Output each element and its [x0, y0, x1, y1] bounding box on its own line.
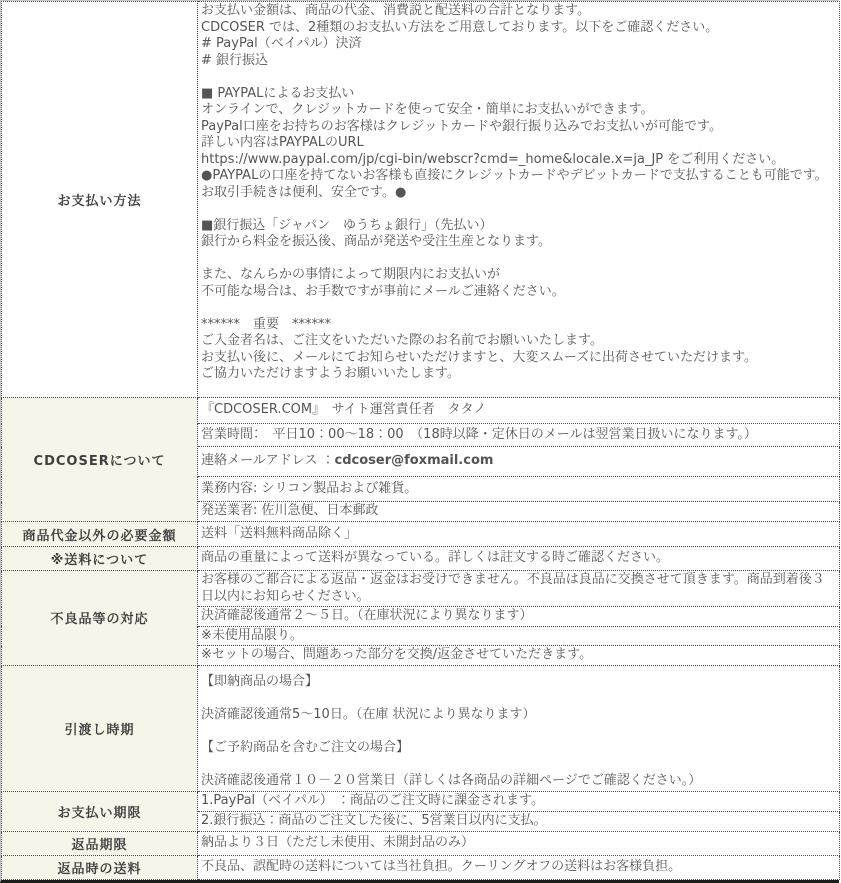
table-row-return-deadline — [2, 831, 840, 855]
table-row-delivery-time — [2, 665, 840, 791]
row-header-delivery-time: 引渡し時期 — [2, 665, 198, 791]
text-line: ご入金者名は、ご注文をいただいた際のお名前でお願いいたします。 — [201, 333, 603, 348]
row-header-extra-charges: 商品代金以外の必要金額 — [2, 522, 198, 547]
text-line: オンラインで、クレジットカードを使って安全・簡単にお支払いができます。 — [201, 102, 654, 117]
text-line — [201, 300, 836, 317]
text-line: ****** 重要 ****** — [201, 316, 332, 332]
table-row-return-shipping — [2, 855, 840, 879]
text-line: 発送業者: 佐川急便、日本郵政 — [201, 503, 379, 519]
text-line — [201, 251, 836, 268]
cell-defective-items-1 — [198, 607, 840, 627]
text-line: ■銀行振込「ジャパン ゆうちょ銀行」（先払い） — [201, 217, 493, 233]
table-row-payment-method — [2, 2, 840, 398]
text-line — [201, 723, 836, 740]
cell-return-deadline-0 — [198, 831, 840, 855]
cell-defective-items-0 — [198, 571, 840, 607]
text-line: https://www.paypal.com/jp/cgi-bin/webscr?cmd=_home&locale.x=ja_JP をご利用ください。 — [201, 151, 785, 167]
text-line: お支払い金額は、商品の代金、消費説と配送料の合計となります。 — [201, 3, 590, 18]
text-line: 決済確認後通常２～５日。（在庫状況により異なります） — [201, 608, 533, 623]
text-line: 納品より３日（ただし未使用、未開封品のみ） — [201, 834, 475, 850]
cell-payment-method-0 — [198, 2, 840, 398]
text-line: 商品の重量によって送料が異なっている。詳しくは註文する時ご確認ください。 — [201, 550, 670, 566]
text-line: ●PAYPALの口座を持てないお客様も直接にクレジットカードやデビットカードで支払することも可能です。 — [201, 168, 828, 183]
text-line: 不良品、誤配時の送料については当社負担。クーリングオフの送料はお客様負担。 — [201, 858, 682, 874]
cell-about-cdcoser-1 — [198, 424, 840, 447]
text-line: 1.PayPal（ベイパル） ：商品のご注文時に課金されます。 — [201, 792, 544, 808]
text-line — [201, 453, 836, 470]
table-row-about-shipping — [2, 547, 840, 571]
cell-extra-charges-0 — [198, 522, 840, 547]
text-line: 『CDCOSER.COM』 サイト運営責任者 タタノ — [201, 402, 487, 418]
cell-about-cdcoser-4 — [198, 502, 840, 522]
cell-defective-items-3 — [198, 646, 840, 666]
text-line: ■ PAYPALによるお支払い — [201, 85, 355, 101]
row-header-about-cdcoser: CDCOSERについて — [2, 398, 198, 522]
row-header-about-shipping: ※送料について — [2, 547, 198, 571]
cell-defective-items-2 — [198, 626, 840, 646]
text-line: ※セットの場合、問題あった部分を交換/返金させていただきます。 — [201, 647, 593, 662]
text-line: 営業時間： 平日10：00～18：00 （18時以降・定休日のメールは翌営業日扱いになります。） — [201, 426, 757, 442]
cell-payment-deadline-1 — [198, 811, 840, 831]
row-header-return-deadline: 返品期限 — [2, 831, 198, 855]
cell-return-shipping-0 — [198, 855, 840, 879]
text-line: 業務内容: シリコン製品および雑貨。 — [201, 480, 418, 496]
row-header-return-shipping: 返品時の送料 — [2, 855, 198, 879]
table-row-about-cdcoser-0 — [2, 398, 840, 424]
cell-about-cdcoser-2 — [198, 447, 840, 477]
table-row-payment-deadline-0 — [2, 791, 840, 811]
text-line: 【ご予約商品を含むご注文の場合】 — [201, 739, 410, 755]
text-line: # 銀行振込 — [201, 52, 269, 68]
text-line: ※未使用品限り。 — [201, 627, 303, 643]
text-line: お取引手続きは便利、安全です。● — [201, 184, 407, 200]
cell-payment-deadline-0 — [198, 791, 840, 811]
text-line: 銀行から料金を振込後、商品が発送や受注生産となります。 — [201, 234, 551, 249]
row-header-payment-method: お支払い方法 — [2, 2, 198, 398]
text-line: また、なんらかの事情によって期限内にお支払いが — [201, 267, 501, 282]
shop-info-table — [1, 1, 840, 880]
row-header-payment-deadline: お支払い期限 — [2, 791, 198, 831]
text-line: 【即納商品の場合】 — [201, 673, 319, 689]
row-header-defective-items: 不良品等の対応 — [2, 571, 198, 666]
text-line — [201, 201, 836, 218]
text-line: # PayPal（ベイパル）決済 — [201, 36, 362, 51]
text-line: CDCOSER では、2種類のお支払い方法をご用意しております。以下をご確認ください。 — [201, 19, 719, 35]
shop-info-table-body — [2, 2, 840, 880]
text-line: ご協力いただけますようお願いいたします。 — [201, 366, 460, 381]
text-line: 詳しい内容はPAYPALのURL — [201, 135, 364, 150]
contact-email-address: cdcoser@foxmail.com — [334, 453, 494, 469]
text-line — [201, 756, 836, 773]
text-line: お客様のご都合による返品・返金はお受けできません。不良品は良品に交換させて頂きます。商品到着後３日以内にお知らせください。 — [201, 572, 825, 604]
cell-delivery-time-0 — [198, 665, 840, 791]
cell-about-cdcoser-3 — [198, 477, 840, 502]
cell-about-cdcoser-0 — [198, 398, 840, 424]
text-segment: 連絡メールアドレス ： — [201, 453, 335, 469]
text-line: お支払い後に、メールにてお知らせいただけますと、大変スムーズに出荷させていただけます。 — [201, 349, 758, 365]
table-row-extra-charges — [2, 522, 840, 547]
text-line: 決済確認後通常5～10日。（在庫 状況により異なります） — [201, 706, 536, 722]
text-line: 決済確認後通常１０－２０営業日（詳しくは各商品の詳細ページでご確認ください。） — [201, 772, 702, 788]
table-row-defective-items-0 — [2, 571, 840, 607]
text-line — [201, 690, 836, 707]
text-line: 2.銀行振込：商品のご注文した後に、5営業日以内に支払。 — [201, 812, 547, 828]
cell-about-shipping-0 — [198, 547, 840, 571]
text-line: 不可能な場合は、お手数ですが事前にメールご連絡ください。 — [201, 283, 565, 299]
text-line — [201, 69, 836, 86]
text-line: PayPal口座をお持ちのお客様はクレジットカードや銀行振り込みでお支払いが可能です。 — [201, 118, 722, 134]
text-line: 送料「送料無料商品除く」 — [201, 525, 358, 541]
